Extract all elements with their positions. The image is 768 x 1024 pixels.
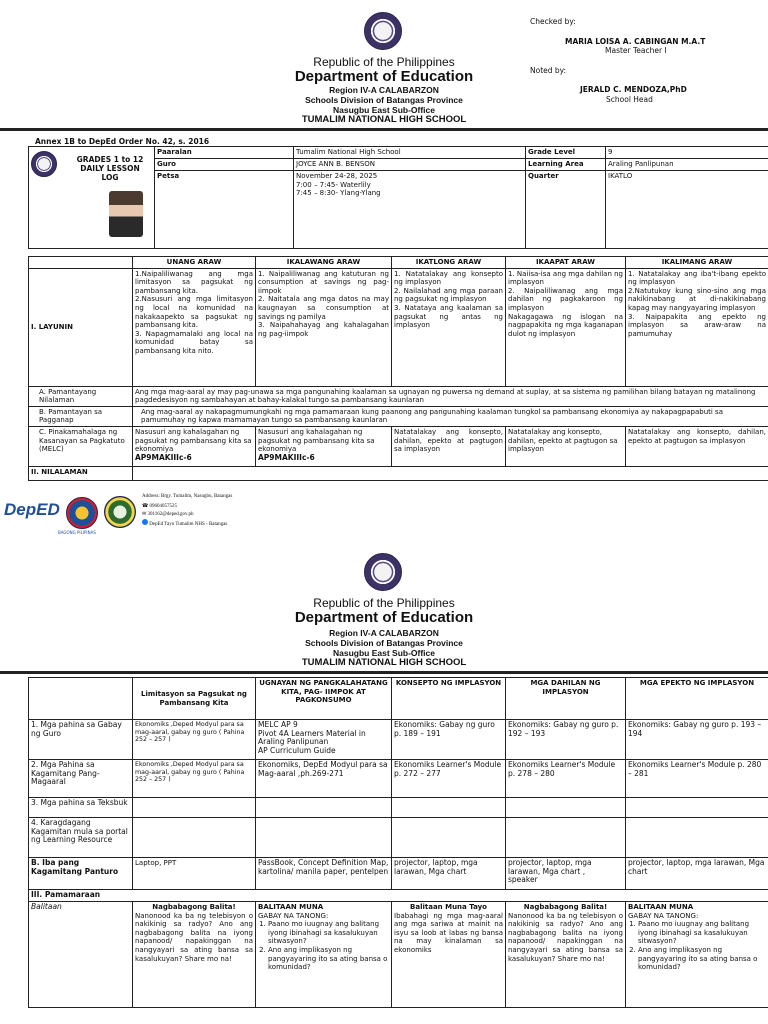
- area-label: Learning Area: [526, 159, 606, 171]
- petsa-label: Petsa: [155, 171, 294, 249]
- balitaan-q1-5: 1. Paano mo iuugnay ang balitang iyong ibinahagi sa kasalukuyan sitwasyon?: [638, 920, 766, 946]
- dll-title: GRADES 1 to 12 DAILY LESSON LOG: [76, 155, 144, 182]
- teksbuk-cell-1: [133, 798, 256, 818]
- melc-cell-2: [256, 426, 392, 466]
- footer-fb-text: DepEd Tayo Tumalim NHS - Batangas: [149, 522, 228, 527]
- corner-cell-2: [29, 678, 133, 720]
- republic-heading-2: Republic of the Philippines: [313, 596, 455, 610]
- layunin-label: I. LAYUNIN: [29, 268, 133, 386]
- portal-cell-4: [506, 818, 626, 858]
- balitaan-q2-5: 2. Ano ang implikasyon ng pangyayaring ito sa ating bansa o komunidad?: [638, 946, 766, 972]
- row-label-gabay: 1. Mga pahina sa Gabay ng Guro: [29, 720, 133, 760]
- balitaan-cell-1: [133, 902, 256, 1008]
- melc-text-2: Nasusuri ang kahalagahan ng pagsukat ng pambansang kita sa ekonomiya: [258, 427, 375, 454]
- quarter-label: Quarter: [526, 171, 606, 249]
- pamantayang-nilalaman-label: A. Pamantayang Nilalaman: [29, 386, 133, 406]
- iba-cell-5: projector, laptop, mga larawan, Mga chart: [626, 858, 768, 890]
- balitaan-title-4: Nagbabagong Balita!: [523, 903, 608, 911]
- balitaan-q2-2: 2. Ano ang implikasyon ng pangyayaring ito sa ating bansa o komunidad?: [268, 946, 389, 972]
- day-header-3: IKATLONG ARAW: [392, 257, 506, 269]
- row-label-kagamitan: 2. Mga Pahina sa Kagamitang Pang-Magaaral: [29, 760, 133, 798]
- deped-logo: [4, 500, 64, 530]
- suboffice-heading-2: Nasugbu East Sub-Office: [332, 648, 435, 658]
- balitaan-questions-5: [628, 920, 766, 972]
- pamamaraan-label: III. Pamamaraan: [29, 890, 768, 902]
- checked-by-label: Checked by:: [530, 17, 576, 26]
- bagong-pilipinas-label: BAGONG PILIPINAS: [58, 530, 96, 535]
- balitaan-q1-2: 1. Paano mo iuugnay ang balitang iyong ibinahagi sa kasalukuyan sitwasyon?: [268, 920, 389, 946]
- footer-phone: [142, 503, 177, 509]
- balitaan-title-3: Balitaan Muna Tayo: [410, 903, 487, 911]
- footer-address: Address: Brgy. Tumalim, Nasugbu, Batangas: [142, 494, 233, 499]
- footer-phone-text: 09604057525: [149, 504, 177, 509]
- grade-value: 9: [606, 147, 768, 159]
- iba-cell-3: projector, laptop, mga larawan, Mga chart: [392, 858, 506, 890]
- republic-heading: Republic of the Philippines: [313, 55, 455, 69]
- dll-main-table: [28, 256, 768, 481]
- annex-label: Annex 1B to DepEd Order No. 42, s. 2016: [35, 137, 210, 146]
- day-header-2: IKALAWANG ARAW: [256, 257, 392, 269]
- layunin-cell-5: 1. Natatalakay ang iba't-ibang epekto ng implasyon 2.Natutukoy kung sino-sino ang mga nakikinabang at di-nakikinabang kapag may nangyayaring implasyon 3. Naipapakita ang epekto ng implasyon sa araw-araw na pamumuhay: [626, 268, 768, 386]
- facebook-icon: [142, 519, 148, 525]
- iba-cell-4: projector, laptop, mga larawan, Mga chart , speaker: [506, 858, 626, 890]
- school-logo-icon: [104, 496, 136, 528]
- deped-logo-text: DepED: [4, 500, 60, 519]
- melc-cell-4: Natatalakay ang konsepto, dahilan, epekto at pagtugon sa implasyon: [506, 426, 626, 466]
- portal-cell-2: [256, 818, 392, 858]
- school-heading: TUMALIM NATIONAL HIGH SCHOOL: [301, 114, 467, 125]
- kagamitan-cell-2: Ekonomiks, DepEd Modyul para sa Mag-aaral ,ph.269-271: [256, 760, 392, 798]
- iba-cell-2: PassBook, Concept Definition Map, kartolina/ manila paper, pentelpen: [256, 858, 392, 890]
- deped-small-seal-icon: [31, 151, 57, 177]
- teksbuk-cell-4: [506, 798, 626, 818]
- header-divider: [0, 128, 768, 131]
- balitaan-label: Balitaan: [29, 902, 133, 1008]
- melc-cell-1: [133, 426, 256, 466]
- layunin-cell-2: 1. Naipaliliwanag ang katuturan ng consumption at savings ng pag-iimpok 2. Naitatala ang mga datos na may kaugnayan sa consumption at savings ng pamilya 3. Naipahahayag ang kahalagahan ng pag-iimpok: [256, 268, 392, 386]
- nilalaman-cell: [133, 466, 768, 480]
- paaralan-value: Tumalim National High School: [294, 147, 526, 159]
- footer-email-text: 301162@deped.gov.ph: [147, 512, 194, 517]
- dll-info-table: [28, 146, 768, 249]
- bagong-pilipinas-icon: [66, 497, 98, 529]
- balitaan-text-1: Nanonood ka ba ng telebisyon o nakikinig sa radyo? Ano ang nagbabagong balita na iyong napanood/ napakinggan na nangyayari sa ating bansa sa kasalukuyan? Share mo na!: [135, 911, 253, 963]
- gabay-cell-3: Ekonomiks: Gabay ng guro p. 189 – 191: [392, 720, 506, 760]
- resources-table: [28, 677, 768, 1008]
- balitaan-cell-4: [506, 902, 626, 1008]
- balitaan-title-2: BALITAAN MUNA: [258, 903, 324, 911]
- row-label-portal: 4. Karagdagang Kagamitan mula sa portal ng Learning Resource: [29, 818, 133, 858]
- melc-label: C. Pinakamahalaga ng Kasanayan sa Pagkatuto (MELC): [29, 426, 133, 466]
- topic-4: MGA DAHILAN NG IMPLASYON: [506, 678, 626, 720]
- topic-2: UGNAYAN NG PANGKALAHATANG KITA, PAG- IIMPOK AT PAGKONSUMO: [256, 678, 392, 720]
- balitaan-sub-5: GABAY NA TANONG:: [628, 911, 699, 920]
- melc-code-1: AP9MAKIIIc-6: [135, 452, 192, 462]
- day-header-5: IKALIMANG ARAW: [626, 257, 768, 269]
- dll-title-cell: [29, 147, 155, 249]
- portal-cell-3: [392, 818, 506, 858]
- region-heading: Region IV-A CALABARZON: [329, 85, 439, 95]
- balitaan-cell-3: [392, 902, 506, 1008]
- balitaan-title-1: Nagbabagong Balita!: [152, 903, 236, 911]
- gabay-cell-4: Ekonomiks: Gabay ng guro p. 192 – 193: [506, 720, 626, 760]
- footer-fb: [142, 519, 227, 527]
- melc-cell-3: Natatalakay ang konsepto, dahilan, epekto at pagtugon sa implasyon: [392, 426, 506, 466]
- kagamitan-cell-1: Ekonomiks ,Deped Modyul para sa mag-aaral, gabay ng guro ( Pahina 252 – 257 ): [133, 760, 256, 798]
- footer-email: [142, 511, 194, 517]
- checker-title: Master Teacher I: [605, 46, 667, 55]
- kagamitan-cell-3: Ekonomiks Learner's Module p. 272 – 277: [392, 760, 506, 798]
- balitaan-text-3: Ibabahagi ng mga mag-aaral ang mga sariwa at mainit na isyu sa loob at labas ng bansa na may kinalaman sa ekonomiks: [394, 911, 503, 954]
- balitaan-cell-2: [256, 902, 392, 1008]
- school-heading-2: TUMALIM NATIONAL HIGH SCHOOL: [301, 657, 467, 668]
- noter-name: JERALD C. MENDOZA,PhD: [580, 85, 687, 94]
- balitaan-questions-2: [258, 920, 389, 972]
- teksbuk-cell-2: [256, 798, 392, 818]
- paaralan-label: Paaralan: [155, 147, 294, 159]
- melc-code-2: AP9MAKIIIc-6: [258, 452, 315, 462]
- division-heading-2: Schools Division of Batangas Province: [305, 638, 463, 648]
- guro-label: Guro: [155, 159, 294, 171]
- melc-text-1: Nasusuri ang kahalagahan ng pagsukat ng pambansang kita sa ekonomiya: [135, 427, 252, 454]
- pamantayang-nilalaman-text: Ang mga mag-aaral ay may pag-unawa sa mga pangunahing kaalaman sa ugnayan ng puwersa ng demand at suplay, at sa sistema ng pamilihan bilang batayan ng matalinong pagdedesisyon ng sambahayan at bahay-kalakal tungo sa pambansang kaunlaran: [133, 386, 768, 406]
- portal-cell-1: [133, 818, 256, 858]
- kagamitan-cell-5: Ekonomiks Learner's Module p. 280 – 281: [626, 760, 768, 798]
- row-label-teksbuk: 3. Mga pahina sa Teksbuk: [29, 798, 133, 818]
- petsa-value: November 24-28, 2025 7:00 – 7:45- Waterlily 7:45 – 8:30- Ylang-Ylang: [294, 171, 526, 249]
- teacher-photo: [109, 191, 143, 237]
- nilalaman-label: II. NILALAMAN: [29, 466, 133, 480]
- area-value: Araling Panlipunan: [606, 159, 768, 171]
- melc-cell-5: Natatalakay ang konsepto, dahilan, epekto at pagtugon sa implasyon: [626, 426, 768, 466]
- suboffice-heading: Nasugbu East Sub-Office: [332, 105, 435, 115]
- division-heading: Schools Division of Batangas Province: [305, 95, 463, 105]
- grade-label: Grade Level: [526, 147, 606, 159]
- pamantayan-pagganap-label: B. Pamantayan sa Pagganap: [29, 406, 133, 426]
- corner-cell: [29, 257, 133, 269]
- noted-by-label: Noted by:: [530, 66, 567, 75]
- guro-value: JOYCE ANN B. BENSON: [294, 159, 526, 171]
- day-header-1: UNANG ARAW: [133, 257, 256, 269]
- department-heading: Department of Education: [294, 68, 474, 85]
- kagamitan-cell-4: Ekonomiks Learner's Module p. 278 – 280: [506, 760, 626, 798]
- phone-icon: ☎: [142, 504, 149, 509]
- checker-name: MARIA LOISA A. CABINGAN M.A.T: [565, 37, 706, 46]
- layunin-cell-4: 1. Naiisa-isa ang mga dahilan ng implasyon 2. Naipaliliwanag ang mga dahilan ng pagkakaroon ng implasyon Nakagagawa ng islogan na nagpapakita ng mga kaganapan dulot ng implasyon: [506, 268, 626, 386]
- iba-cell-1: Laptop, PPT: [133, 858, 256, 890]
- pamantayan-pagganap-text: Ang mag-aaral ay nakapagmumungkahi ng mga pamamaraan kung paanong ang pangunahing kaalaman tungkol sa pambansang ekonomiya ay nakapagpapabuti sa pamumuhay ng kapwa mamamayan tungo sa pambansang kaunlaran: [133, 406, 768, 426]
- topic-3: KONSEPTO NG IMPLASYON: [392, 678, 506, 720]
- row-label-iba-pang: B. Iba pang Kagamitang Panturo: [29, 858, 133, 890]
- balitaan-sub-2: GABAY NA TANONG:: [258, 911, 329, 920]
- portal-cell-5: [626, 818, 768, 858]
- region-heading-2: Region IV-A CALABARZON: [329, 628, 439, 638]
- balitaan-text-4: Nanonood ka ba ng telebisyon o nakikinig sa radyo? Ano ang nagbabagong balita na iyong napanood/ napakinggan na nangyayari sa ating bansa sa kasalukuyan? Share mo na!: [508, 911, 623, 963]
- balitaan-title-5: BALITAAN MUNA: [628, 903, 694, 911]
- teksbuk-cell-5: [626, 798, 768, 818]
- topic-1: Limitasyon sa Pagsukat ng Pambansang Kita: [133, 678, 256, 720]
- deped-seal-icon-2: [364, 553, 402, 591]
- layunin-cell-1: 1.Naipaliliwanag ang mga limitasyon sa pagsukat ng pambansang kita. 2.Nasusuri ang mga limitasyon ng local na komunidad na nakakaapekto sa pagsukat ng pambansang kita. 3. Napagmamalaki ang local na komunidad batay sa pambansang kita nito.: [133, 268, 256, 386]
- department-heading-2: Department of Education: [294, 609, 474, 626]
- gabay-cell-2: MELC AP 9 Pivot 4A Learners Material in Araling Panlipunan AP Curriculum Guide: [256, 720, 392, 760]
- mail-icon: ✉: [142, 512, 147, 517]
- balitaan-cell-5: [626, 902, 768, 1008]
- deped-seal-icon: [364, 12, 402, 50]
- noter-title: School Head: [606, 95, 653, 104]
- quarter-value: IKATLO: [606, 171, 768, 249]
- day-header-4: IKAAPAT ARAW: [506, 257, 626, 269]
- gabay-cell-1: Ekonomiks ,Deped Modyul para sa mag-aaral, gabay ng guro ( Pahina 252 – 257 ): [133, 720, 256, 760]
- gabay-cell-5: Ekonomiks: Gabay ng guro p. 193 – 194: [626, 720, 768, 760]
- layunin-cell-3: 1. Natatalakay ang konsepto ng implasyon 2. Nailalahad ang mga paraan ng pagsukat ng implasyon 3. Natataya ang kaalaman sa pagsukat ng antas ng implasyon: [392, 268, 506, 386]
- topic-5: MGA EPEKTO NG IMPLASYON: [626, 678, 768, 720]
- header-divider-2: [0, 671, 768, 674]
- teksbuk-cell-3: [392, 798, 506, 818]
